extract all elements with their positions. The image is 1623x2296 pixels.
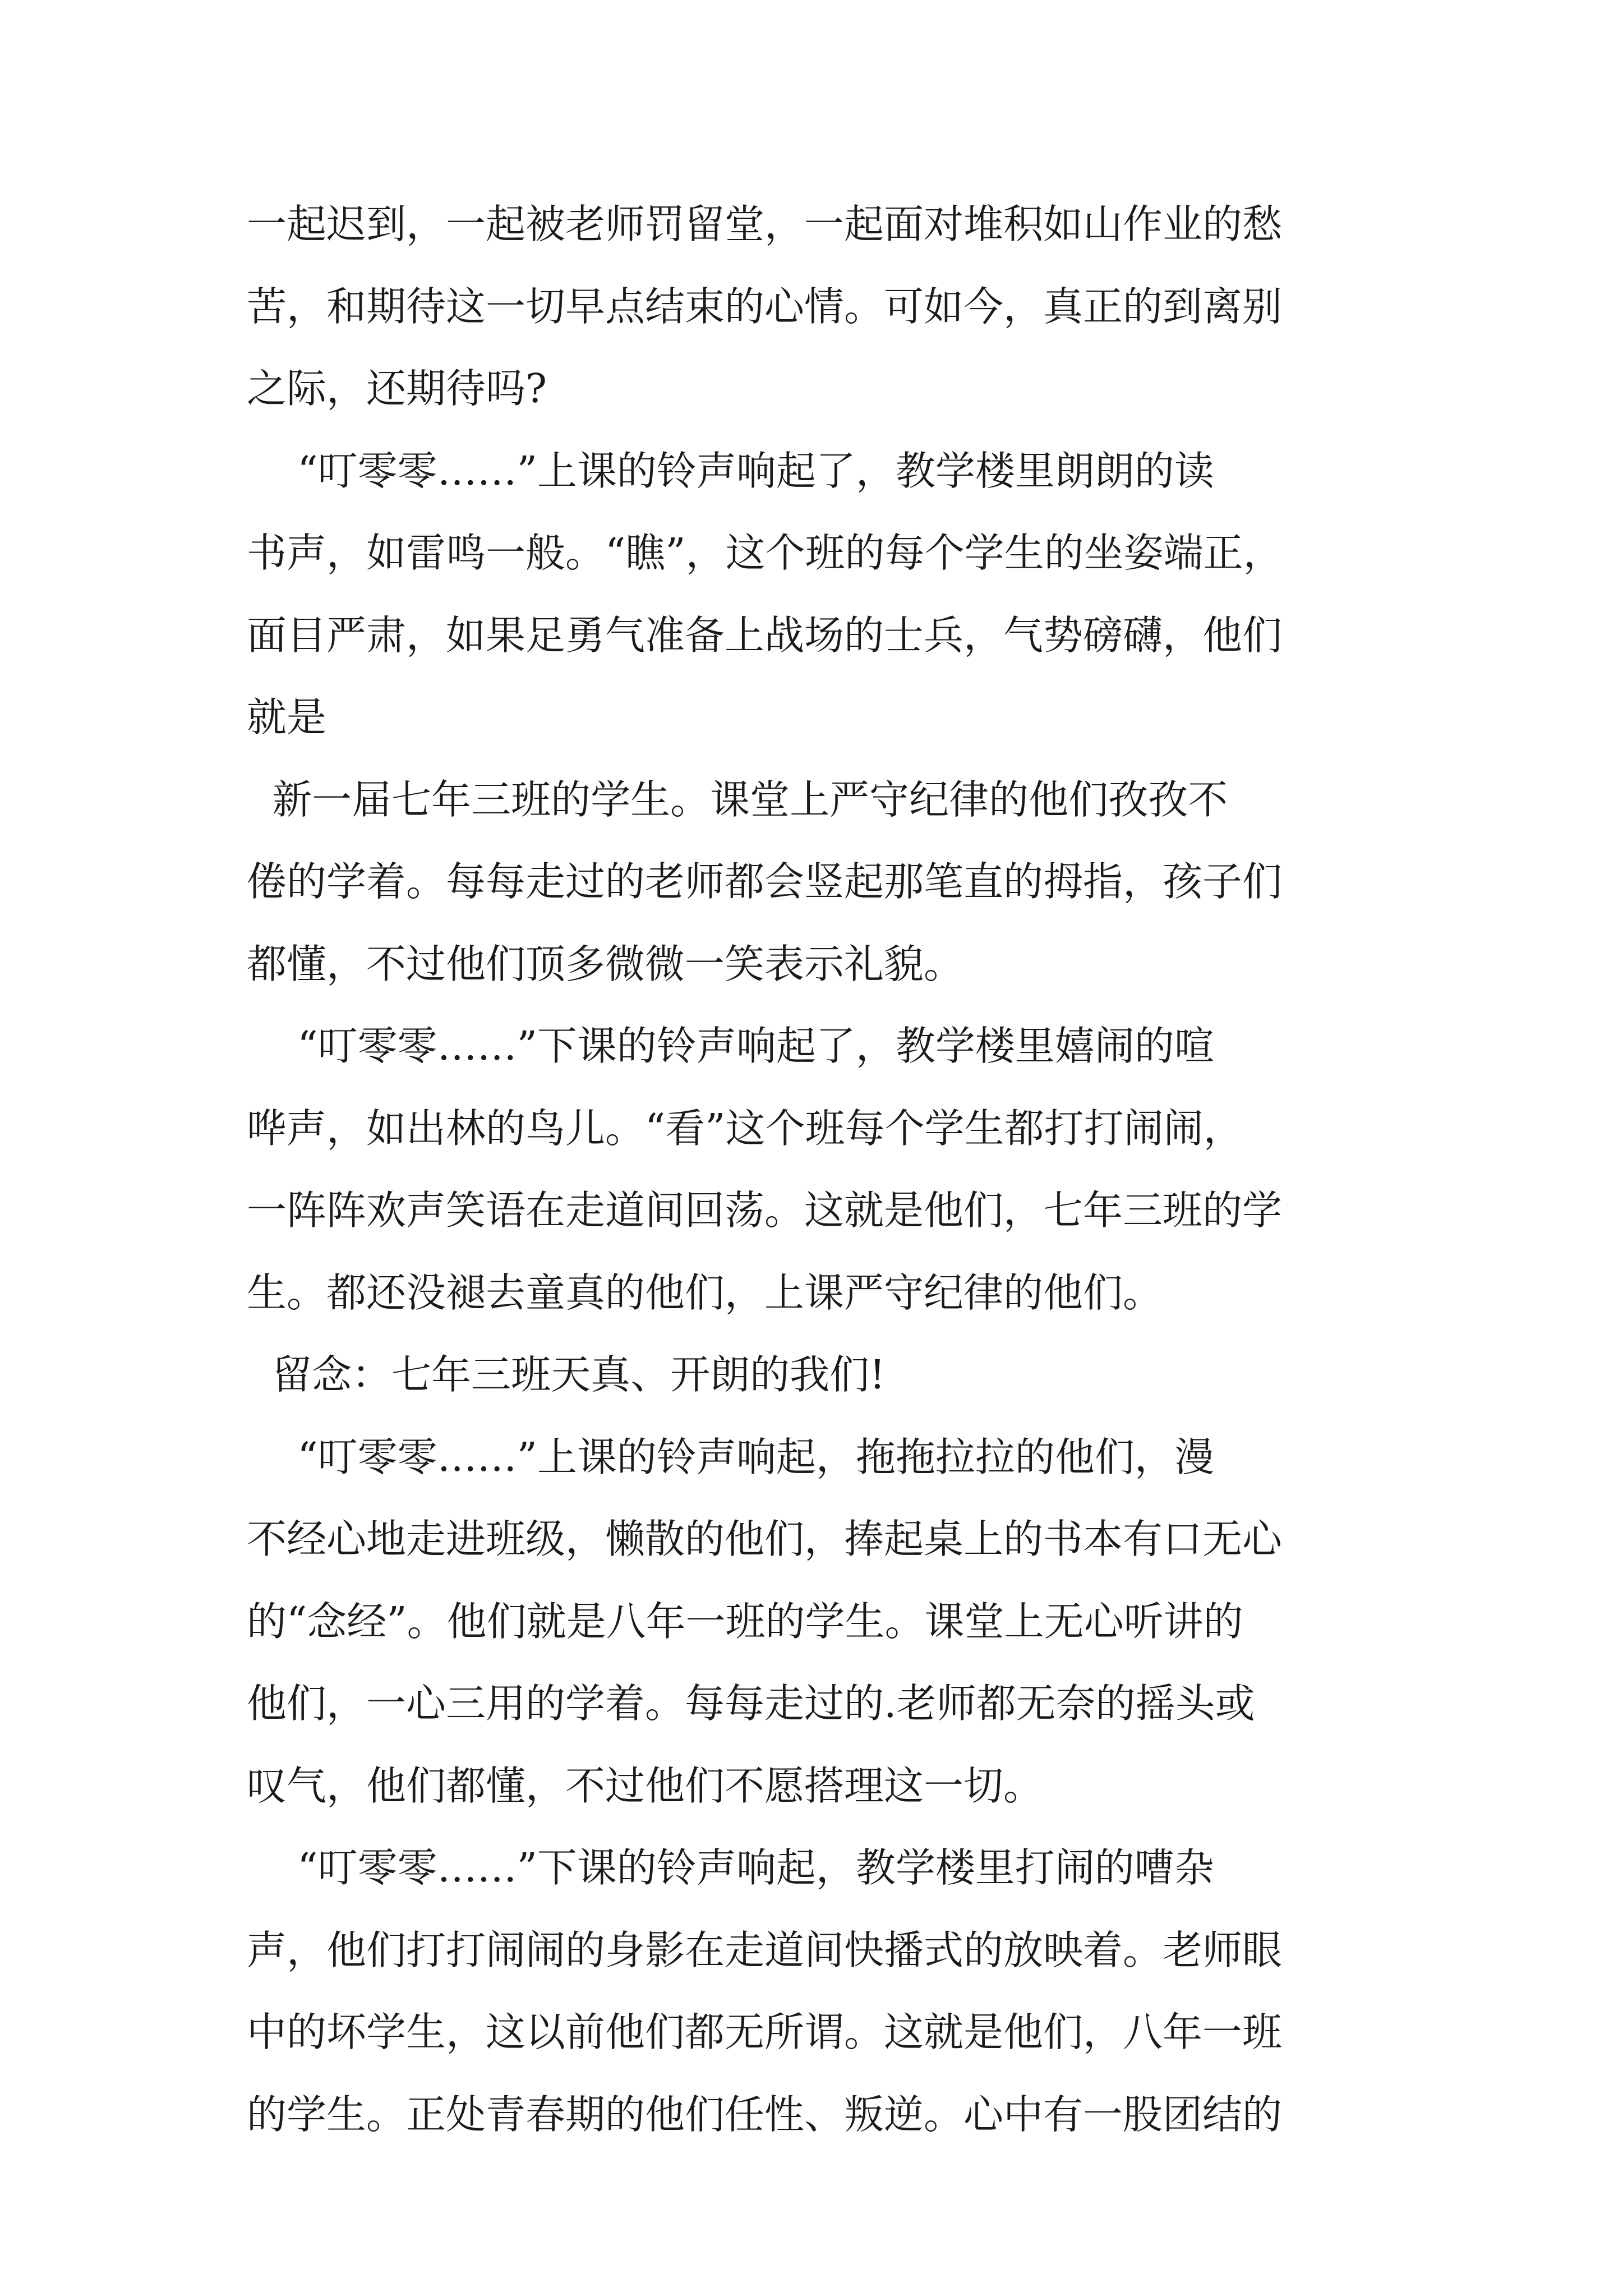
- text-line: 之际，还期待吗?: [247, 365, 547, 412]
- text-line: 叹气，他们都懂，不过他们不愿搭理这一切。: [247, 1763, 1044, 1809]
- text-line: 书声，如雷鸣一般。“瞧”，这个班的每个学生的坐姿端正，: [247, 530, 1283, 576]
- text-line: 他们，一心三用的学着。每每走过的.老师都无奈的摇头或: [247, 1680, 1255, 1727]
- text-line: “叮零零……”下课的铃声响起了，教学楼里嬉闹的喧: [247, 1023, 1214, 1069]
- text-line: 苦，和期待这一切早点结束的心情。可如今，真正的到离别: [247, 283, 1283, 330]
- text-line: 新一届七年三班的学生。课堂上严守纪律的他们孜孜不: [247, 776, 1228, 823]
- text-line: 就是: [247, 694, 327, 740]
- text-line: 的学生。正处青春期的他们任性、叛逆。心中有一股团结的: [247, 2091, 1283, 2138]
- text-line: 倦的学着。每每走过的老师都会竖起那笔直的拇指，孩子们: [247, 858, 1283, 905]
- text-line: “叮零零……”上课的铃声响起了，教学楼里朗朗的读: [247, 448, 1214, 494]
- text-line: 生。都还没褪去童真的他们，上课严守纪律的他们。: [247, 1269, 1163, 1316]
- text-line: 面目严肃，如果足勇气准备上战场的士兵，气势磅礴，他们: [247, 612, 1283, 659]
- text-line: 哗声，如出林的鸟儿。“看”这个班每个学生都打打闹闹，: [247, 1105, 1243, 1152]
- text-line: 中的坏学生，这以前他们都无所谓。这就是他们，八年一班: [247, 2009, 1283, 2055]
- text-line: 不经心地走进班级，懒散的他们，捧起桌上的书本有口无心: [247, 1516, 1283, 1562]
- text-line: “叮零零……”下课的铃声响起，教学楼里打闹的嘈杂: [247, 1844, 1214, 1891]
- text-line: 的“念经”。他们就是八年一班的学生。课堂上无心听讲的: [247, 1598, 1243, 1645]
- text-line: 声，他们打打闹闹的身影在走道间快播式的放映着。老师眼: [247, 1927, 1283, 1973]
- text-line: 一起迟到，一起被老师罚留堂，一起面对堆积如山作业的愁: [247, 201, 1283, 247]
- text-line: 留念：七年三班天真、开朗的我们!: [247, 1351, 886, 1398]
- text-line: 一阵阵欢声笑语在走道间回荡。这就是他们，七年三班的学: [247, 1187, 1283, 1234]
- text-line: “叮零零……”上课的铃声响起，拖拖拉拉的他们，漫: [247, 1434, 1214, 1480]
- text-line: 都懂，不过他们顶多微微一笑表示礼貌。: [247, 941, 964, 987]
